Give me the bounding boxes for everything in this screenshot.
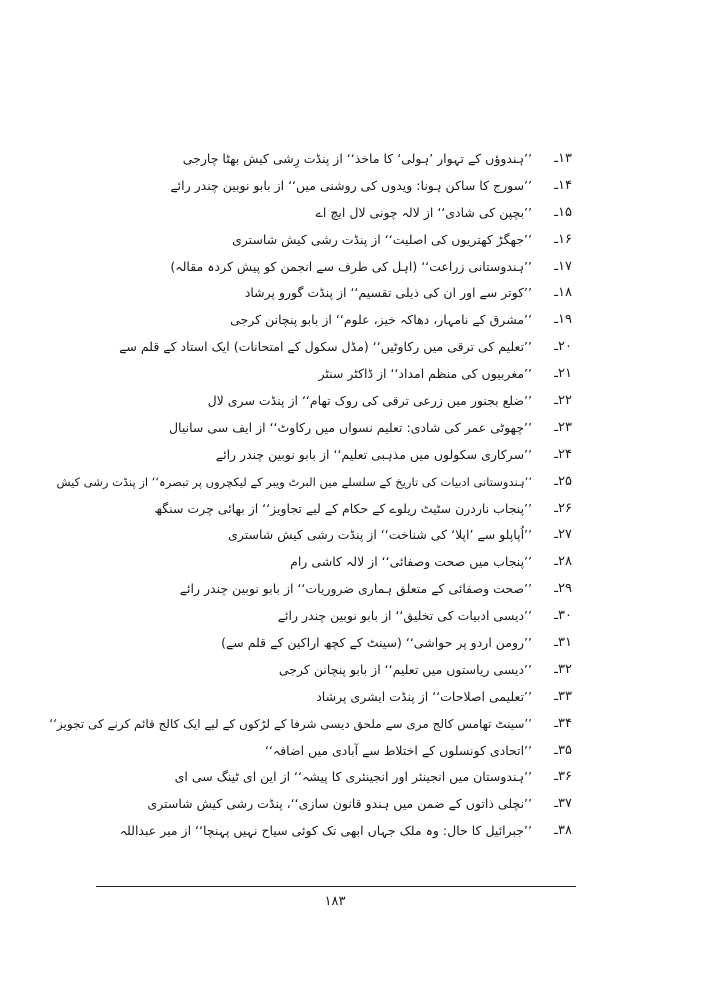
entry-title: ’’صحت وصفائی کے متعلق ہماری ضروریات‘‘ از بابو نوبین چندر رائے	[179, 581, 532, 597]
entry-number: ۳۷ـ	[554, 796, 572, 812]
entry-title: ’’دیسی ادبیات کی تخلیق‘‘ از بابو نوبین چندر رائے	[277, 608, 532, 624]
entry-number: ۲۳ـ	[554, 419, 572, 435]
entry-number: ۱۴ـ	[554, 177, 572, 193]
entry-number: ۱۸ـ	[554, 285, 572, 301]
entry-title: ’’تعلیمی اصلاحات‘‘ از پنڈت ایشری پرشاد	[316, 688, 532, 704]
entry-number: ۳۵ـ	[554, 742, 572, 758]
entry-number: ۳۱ـ	[554, 635, 572, 651]
entry-title: ’’جھگڑ کھتریوں کی اصلیت‘‘ از پنڈت رشی کیش شاستری	[232, 231, 532, 247]
list-item	[0, 657, 720, 684]
entry-number: ۲۱ـ	[554, 366, 572, 382]
entry-title: ’’نچلی ذاتوں کے ضمن میں ہندو قانون سازی‘‘، پنڈت رشی کیش شاستری	[147, 796, 532, 812]
entry-title: ’’ہندوستانی زراعت‘‘ (اہل کی طرف سے انجمن کو پیش کردہ مقالہ)	[170, 258, 532, 274]
entry-title: ’’بچپن کی شادی‘‘ از لالہ چونی لال ایچ اے	[315, 204, 532, 220]
list-item	[0, 496, 720, 523]
footer-divider	[96, 886, 576, 887]
entry-title: ’’دیسی ریاستوں میں تعلیم‘‘ از بابو پنچانن کرجی	[278, 661, 532, 677]
list-item	[0, 630, 720, 657]
entry-number: ۱۳ـ	[554, 151, 572, 166]
entry-number: ۲۹ـ	[554, 581, 572, 597]
list-item	[0, 200, 720, 227]
entry-title: ’’مشرق کے نامہار، دھاکہ خیز، علوم‘‘ از بابو پنچانن کرجی	[230, 312, 532, 328]
list-item	[0, 764, 720, 791]
entry-title: ’’مغربیوں کی منظم امداد‘‘ از ڈاکٹر سنٹر	[318, 366, 532, 382]
list-item	[0, 415, 720, 442]
list-item	[0, 791, 720, 818]
list-item	[0, 603, 720, 630]
list-item	[0, 361, 720, 388]
entry-number: ۳۲ـ	[554, 661, 572, 677]
entry-title: ’’رومن اردو پر حواشی‘‘ (سینٹ کے کچھ اراکین کے قلم سے)	[221, 635, 532, 651]
page-number: ۱۸۳	[324, 894, 346, 909]
list-item	[0, 576, 720, 603]
entry-number: ۲۲ـ	[554, 393, 572, 409]
list-item	[0, 307, 720, 334]
entry-title: ’’جبرائیل کا حال: وہ ملک جہاں ابھی تک کوئی سیاح نہیں پہنچا‘‘ از میر عبداللہ	[119, 823, 532, 839]
entry-number: ۲۵ـ	[554, 473, 572, 489]
list-item	[0, 818, 720, 845]
entry-number: ۳۳ـ	[554, 688, 572, 704]
entry-title: ’’پنجاب ناردرن سٹیٹ ریلوے کے حکام کے لیے تجاویز‘‘ از بھائی چرت سنگھ	[154, 500, 532, 516]
entries-list	[0, 146, 720, 845]
entry-title: ’’سینٹ تھامس کالج مری سے ملحق دیسی شرفا کے لڑکوں کے لیے ایک کالج قائم کرنے کی تجویز‘‘	[49, 716, 532, 731]
entry-title: ’’پنجاب میں صحت وصفائی‘‘ از لالہ کاشی رام	[290, 554, 532, 570]
entry-number: ۲۶ـ	[554, 500, 572, 516]
entry-number: ۲۸ـ	[554, 554, 572, 570]
entry-title: ’’کوتر سے اور ان کی ذیلی تقسیم‘‘ از پنڈت گورو پرشاد	[244, 285, 532, 301]
entry-number: ۱۶ـ	[554, 231, 572, 247]
entry-number: ۳۰ـ	[554, 608, 572, 624]
list-item	[0, 469, 720, 496]
list-item	[0, 684, 720, 711]
entry-number: ۲۰ـ	[554, 339, 572, 355]
entry-number: ۱۹ـ	[554, 312, 572, 328]
entry-number: ۳۴ـ	[554, 715, 572, 731]
entry-title: ’’سرکاری سکولوں میں مذہبی تعلیم‘‘ از بابو نوبین چندر رائے	[215, 446, 532, 462]
list-item	[0, 146, 720, 173]
entry-number: ۳۶ـ	[554, 769, 572, 785]
entry-title: ’’ہندوستانی ادبیات کی تاریخ کے سلسلے میں البرٹ ویبر کے لیکچروں پر تبصرہ‘‘ از پنڈت رشی کیش	[56, 474, 532, 489]
entry-title: ’’سورج کا ساکن ہونا: ویدوں کی روشنی میں‘‘ از بابو نوبین چندر رائے	[170, 177, 532, 193]
entry-number: ۱۵ـ	[554, 204, 572, 220]
entry-title: ’’اُپاپلو سے ’اپلا‘ کی شناخت‘‘ از پنڈت رشی کیش شاستری	[228, 527, 532, 543]
list-item	[0, 227, 720, 254]
list-item	[0, 549, 720, 576]
entry-number: ۲۷ـ	[554, 527, 572, 543]
list-item	[0, 254, 720, 281]
list-item	[0, 442, 720, 469]
entry-number: ۲۴ـ	[554, 446, 572, 462]
entry-title: ’’اتحادی کونسلوں کے اختلاط سے آبادی میں اضافہ‘‘	[264, 742, 532, 758]
entry-number: ۳۸ـ	[554, 823, 572, 839]
list-item	[0, 711, 720, 738]
list-item	[0, 522, 720, 549]
entry-title: ’’ہندوؤں کے تہوار ’ہولی‘ کا ماخذ‘‘ از پنڈت رِشی کیش بھٹا چارجی	[182, 151, 532, 166]
entry-title: ’’ضلع بجنور میں زرعی ترقی کی روک تھام‘‘ از پنڈت سری لال	[207, 393, 532, 409]
list-item	[0, 280, 720, 307]
entry-title: ’’ہندوستان میں انجینئر اور انجینئری کا پیشہ‘‘ از این ای ٹینگ سی ای	[174, 769, 532, 785]
entry-title: ’’چھوٹی عمر کی شادی: تعلیم نسواں میں رکاوٹ‘‘ از ایف سی سانیال	[168, 419, 532, 435]
list-item	[0, 334, 720, 361]
list-item	[0, 738, 720, 765]
list-item	[0, 388, 720, 415]
entry-title: ’’تعلیم کی ترقی میں رکاوٹیں‘‘ (مڈل سکول کے امتحانات) ایک استاد کے قلم سے	[119, 339, 532, 355]
list-item	[0, 173, 720, 200]
entry-number: ۱۷ـ	[554, 258, 572, 274]
